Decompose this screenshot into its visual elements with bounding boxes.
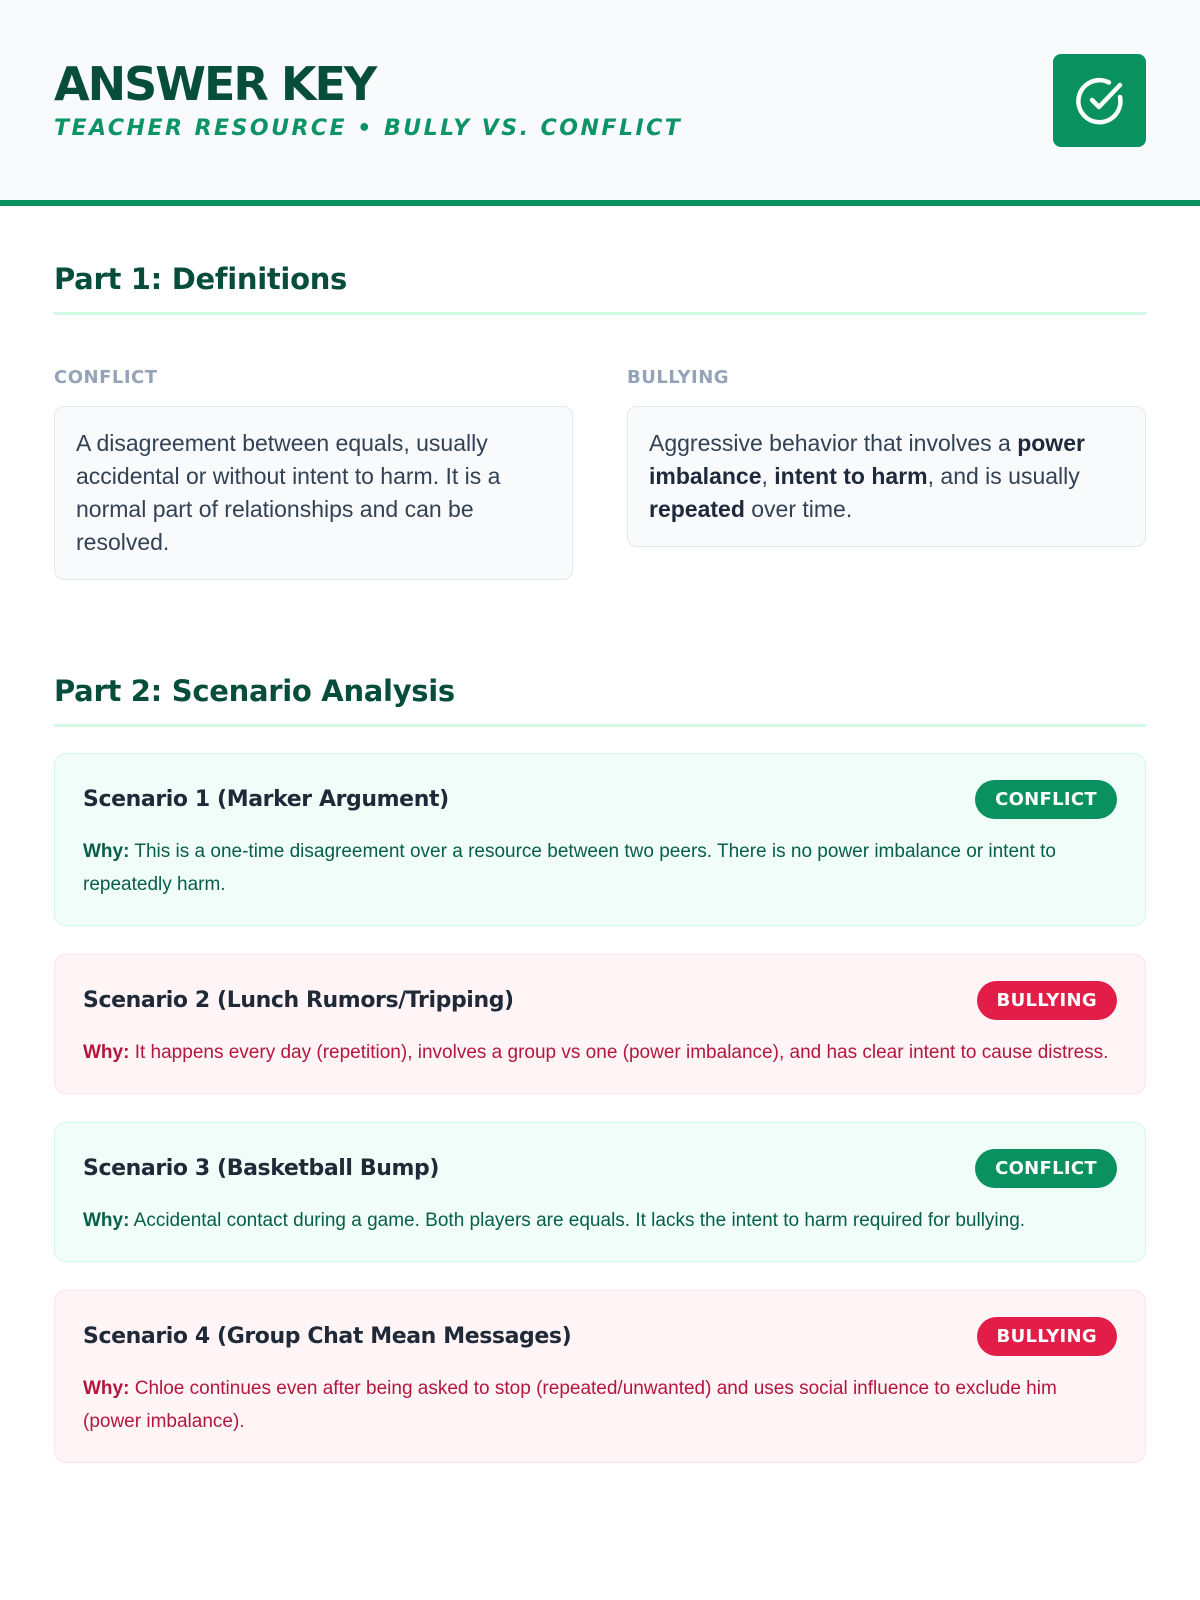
part1-definitions (54, 206, 1146, 580)
why-label: Why: (83, 1042, 130, 1063)
scenario-explanation (83, 835, 1117, 901)
bullying-text-4: over time. (744, 496, 853, 522)
verdict-badge: BULLYING (977, 981, 1117, 1020)
page-subtitle: TEACHER RESOURCE • BULLY VS. CONFLICT (54, 116, 683, 141)
definitions-row (54, 367, 1146, 580)
verdict-badge: CONFLICT (975, 1149, 1117, 1188)
part1-title: Part 1: Definitions (54, 262, 1146, 315)
bullying-text-1: Aggressive behavior that involves a (649, 430, 1018, 456)
bullying-label: BULLYING (627, 367, 730, 388)
conflict-label: CONFLICT (54, 367, 158, 388)
scenario-card (54, 954, 1146, 1094)
part2-scenarios (54, 580, 1146, 1463)
conflict-definition (54, 367, 573, 580)
scenario-card (54, 753, 1146, 926)
why-label: Why: (83, 1378, 130, 1399)
scenario-card (54, 1290, 1146, 1463)
bullying-term-repeated: repeated (649, 496, 745, 522)
why-text: Accidental contact during a game. Both players are equals. It lacks the intent to harm required for bullying. (129, 1210, 1026, 1231)
why-text: Chloe continues even after being asked to stop (repeated/unwanted) and uses social influence to exclude him (power imbalance). (83, 1378, 1057, 1432)
conflict-definition-box: A disagreement between equals, usually accidental or without intent to harm. It is a normal part of relationships and can be resolved. (54, 406, 573, 580)
scenario-explanation (83, 1372, 1117, 1438)
scenario-explanation (83, 1204, 1117, 1237)
bullying-term-intent: intent to harm (774, 463, 928, 489)
why-label: Why: (83, 1210, 130, 1231)
why-text: It happens every day (repetition), involves a group vs one (power imbalance), and has clear intent to cause distress. (129, 1042, 1109, 1063)
bullying-definition (627, 367, 1146, 547)
scenario-header (83, 1149, 1117, 1188)
header (0, 0, 1200, 206)
bullying-text-3: , and is usually (927, 463, 1080, 489)
check-badge (1053, 54, 1146, 147)
bullying-text-2: , (761, 463, 775, 489)
bullying-definition-box (627, 406, 1146, 547)
scenario-title: Scenario 1 (Marker Argument) (83, 787, 449, 812)
page-title: ANSWER KEY (54, 57, 376, 111)
check-circle-icon (1072, 73, 1128, 129)
scenario-title: Scenario 3 (Basketball Bump) (83, 1156, 439, 1181)
scenario-title: Scenario 4 (Group Chat Mean Messages) (83, 1324, 572, 1349)
content (0, 206, 1200, 1463)
scenario-explanation (83, 1036, 1117, 1069)
verdict-badge: BULLYING (977, 1317, 1117, 1356)
why-label: Why: (83, 841, 130, 862)
why-text: This is a one-time disagreement over a resource between two peers. There is no power imbalance or intent to repeatedly harm. (83, 841, 1056, 895)
bullying-term-power-imbalance: power imbalance (649, 430, 1085, 489)
scenario-header (83, 1317, 1117, 1356)
part2-title: Part 2: Scenario Analysis (54, 674, 1146, 727)
scenario-card (54, 1122, 1146, 1262)
scenario-header (83, 981, 1117, 1020)
scenario-header (83, 780, 1117, 819)
verdict-badge: CONFLICT (975, 780, 1117, 819)
scenario-title: Scenario 2 (Lunch Rumors/Tripping) (83, 988, 514, 1013)
